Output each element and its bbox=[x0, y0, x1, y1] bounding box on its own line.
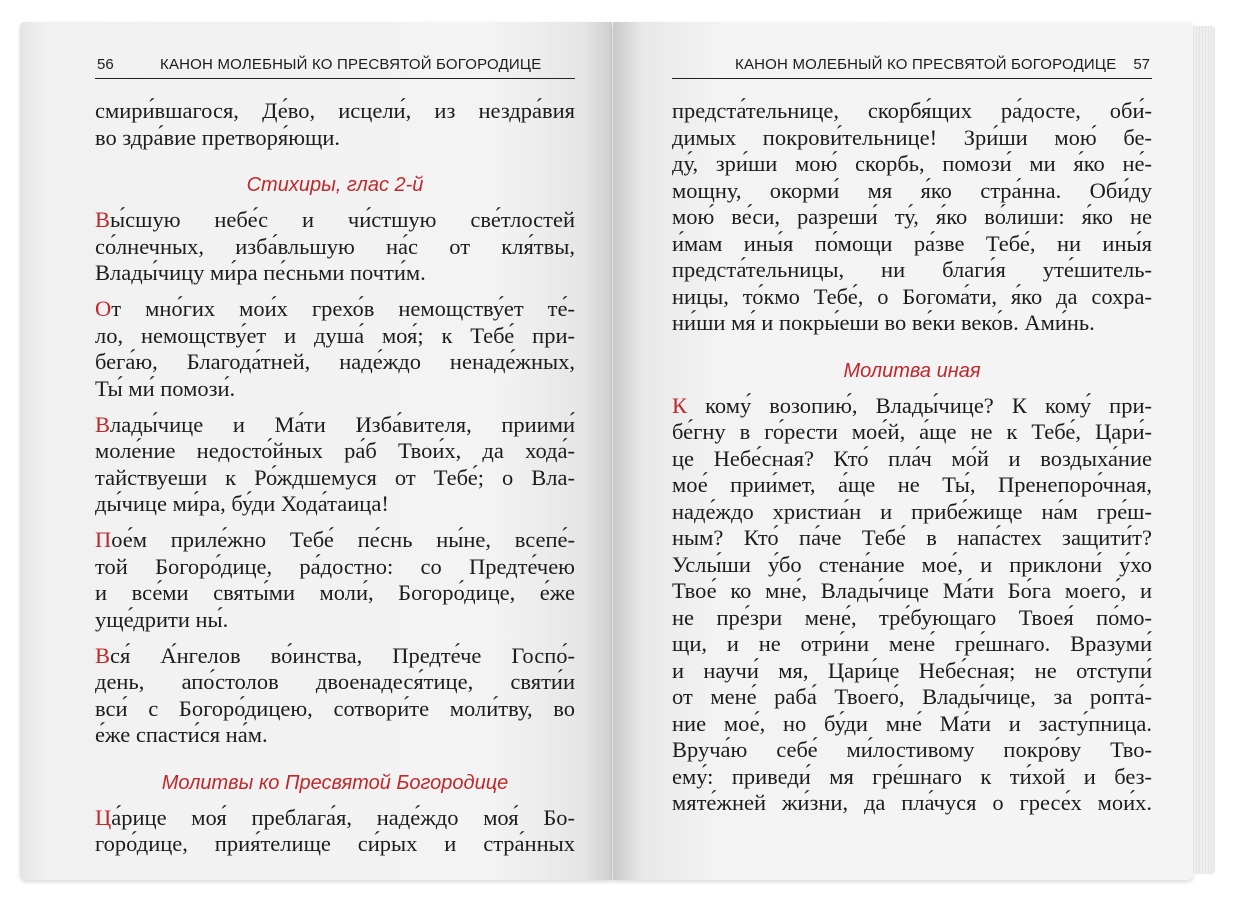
text-line bbox=[95, 805, 575, 832]
text-line bbox=[672, 151, 1152, 178]
line-text: ему́: приведи́ мя гре́шнаго к ти́хой и без- bbox=[672, 763, 1152, 789]
line-text: ое́м приле́жно Тебе́ пе́снь ны́не, всепе́- bbox=[111, 527, 575, 552]
line-text: день, апо́столов двоенадеся́тице, святи́и bbox=[95, 669, 575, 694]
text-line bbox=[95, 580, 575, 607]
text-line bbox=[672, 472, 1152, 499]
line-text: димых покрови́тельнице! Зри́ши мою́ бе- bbox=[672, 124, 1152, 150]
text-line bbox=[95, 234, 575, 261]
text-line bbox=[95, 125, 575, 152]
text-line bbox=[672, 178, 1152, 205]
text-line bbox=[95, 323, 575, 350]
page-text bbox=[95, 98, 575, 858]
line-text: Ты́ ми́ помози́. bbox=[95, 375, 236, 401]
section-heading: Молитва иная bbox=[843, 359, 981, 382]
section-heading: Молитвы ко Пресвятой Богородице bbox=[161, 771, 509, 794]
line-text: и все́ми святы́ми моли́, Богоро́дице, е́же bbox=[95, 580, 575, 605]
text-line bbox=[95, 554, 575, 581]
red-initial: В bbox=[95, 207, 111, 232]
text-line bbox=[95, 465, 575, 492]
line-text: не пре́зри мене́, тре́бующаго Твоея́ по́мо- bbox=[672, 604, 1152, 630]
red-initial: К bbox=[672, 392, 688, 418]
text-line bbox=[95, 438, 575, 465]
text-line bbox=[95, 491, 575, 518]
line-text: моле́ние недосто́йных ра́б Твои́х, да хода́- bbox=[95, 438, 575, 463]
red-initial: П bbox=[95, 527, 112, 552]
line-text: горо́дице, прия́телище си́рых и стра́нных bbox=[95, 831, 575, 856]
text-line bbox=[95, 607, 575, 634]
line-text: предста́тельницы, ни благи́я уте́шитель- bbox=[672, 257, 1152, 282]
text-line bbox=[95, 376, 575, 403]
text-line bbox=[672, 737, 1152, 764]
text-line bbox=[672, 684, 1152, 711]
line-text: це Небе́сная? Кто́ пла́ч мо́й и воздыха́ние bbox=[672, 445, 1152, 471]
text-line bbox=[95, 696, 575, 723]
running-header bbox=[95, 52, 575, 79]
text-line bbox=[672, 125, 1152, 152]
line-text: со́лнечных, изба́вльшую на́с от кля́твы, bbox=[95, 233, 575, 259]
text-line bbox=[672, 790, 1152, 817]
text-line bbox=[672, 257, 1152, 284]
line-text: тайствуеши к Ро́ждшемуся от Тебе́; о Вла- bbox=[95, 464, 575, 490]
line-text: и научи́ мя, Цари́це Небе́сная; не отступи́ bbox=[672, 657, 1152, 683]
text-line bbox=[672, 578, 1152, 605]
text-line bbox=[95, 349, 575, 376]
text-line bbox=[672, 525, 1152, 552]
text-line bbox=[95, 669, 575, 696]
line-text: и́мам ины́я по́мощи ра́зве Тебе́, ни ины́я bbox=[672, 230, 1152, 256]
page-number: 57 bbox=[1133, 56, 1150, 73]
text-line bbox=[95, 296, 575, 323]
page-edges bbox=[1193, 26, 1215, 874]
text-line bbox=[672, 204, 1152, 231]
line-text: мощну, окорми́ мя я́ко стра́нна. Оби́ду bbox=[672, 177, 1152, 203]
line-text: во здра́вие претворя́ющи. bbox=[95, 124, 341, 150]
line-text: а́рице моя́ преблага́я, наде́ждо моя́ Бо- bbox=[111, 804, 575, 830]
text-line bbox=[95, 412, 575, 439]
line-text: мое́ прии́мет, а́ще не Ты́, Пренепоро́чная, bbox=[672, 472, 1152, 497]
line-text: ло, немощству́ет и душа́ моя́; к Тебе́ при- bbox=[95, 322, 575, 348]
line-text: уще́дрити ны́. bbox=[95, 606, 229, 632]
line-text: от мене́ раба́ Твоего́, Влады́чице, за ропта́- bbox=[672, 684, 1152, 709]
text-line bbox=[672, 764, 1152, 791]
line-text: т мно́гих мои́х грехо́в немощству́ет те́- bbox=[111, 296, 575, 321]
line-text: бега́ю, Благода́тней, наде́ждо ненаде́жных, bbox=[95, 349, 575, 374]
text-line bbox=[672, 284, 1152, 311]
text-line bbox=[672, 98, 1152, 125]
text-line bbox=[95, 643, 575, 670]
red-initial: В bbox=[95, 642, 111, 668]
line-text: Услы́ши у́бо стена́ние мое́, и приклони́ у́хо bbox=[672, 551, 1152, 577]
line-text: бе́гну в го́рести мое́й, а́ще не к Тебе́, Цари́- bbox=[672, 419, 1152, 444]
red-initial: Ц bbox=[95, 804, 112, 830]
page-text bbox=[672, 98, 1152, 817]
text-line bbox=[95, 260, 575, 287]
text-line bbox=[672, 393, 1152, 420]
line-text: Твое́ ко мне́, Влады́чице Ма́ти Бо́га моего́, и bbox=[672, 578, 1152, 603]
line-text: смири́вшагося, Де́во, исцели́, из нездра́вия bbox=[95, 98, 575, 123]
line-text: мяте́жней жи́зни, да пла́чуся о гресе́х мои́х. bbox=[672, 790, 1152, 815]
line-text: щи, и не отри́ни мене́ гре́шнаго. Вразуми́ bbox=[672, 631, 1152, 656]
line-text: наде́ждо христиа́н и прибе́жище на́м гре́ш- bbox=[672, 498, 1152, 524]
line-text: ды́чице ми́ра, бу́ди Хода́таица! bbox=[95, 491, 389, 516]
line-text: Вруча́ю себе́ ми́лостивому покро́ву Тво- bbox=[672, 737, 1152, 762]
red-initial: О bbox=[95, 296, 112, 321]
text-line bbox=[672, 711, 1152, 738]
red-initial: В bbox=[95, 411, 111, 437]
page-number: 56 bbox=[97, 56, 114, 73]
line-text: ницы, то́кмо Тебе́, о Богома́ти, я́ко да сохра- bbox=[672, 283, 1152, 309]
text-line bbox=[672, 605, 1152, 632]
line-text: ние мое́, но бу́ди мне́ Ма́ти и засту́пница. bbox=[672, 710, 1152, 736]
text-line bbox=[95, 207, 575, 234]
right-page bbox=[613, 22, 1193, 880]
running-header bbox=[672, 52, 1152, 79]
line-text: Влады́чицу ми́ра пе́сньми почти́м. bbox=[95, 260, 426, 285]
line-text: е́же спасти́ся на́м. bbox=[95, 722, 268, 747]
text-line bbox=[672, 419, 1152, 446]
text-line bbox=[95, 98, 575, 125]
text-line bbox=[672, 446, 1152, 473]
text-line bbox=[672, 231, 1152, 258]
text-line bbox=[672, 499, 1152, 526]
text-line bbox=[672, 631, 1152, 658]
line-text: лады́чице и Ма́ти Изба́вителя, приими́ bbox=[110, 411, 575, 437]
running-title: КАНОН МОЛЕБНЫЙ КО ПРЕСВЯТОЙ БОГОРОДИЦЕ bbox=[735, 56, 1117, 73]
running-title: КАНОН МОЛЕБНЫЙ КО ПРЕСВЯТОЙ БОГОРОДИЦЕ bbox=[160, 56, 542, 73]
line-text: ы́сшую небе́с и чи́стшую све́тлостей bbox=[110, 207, 575, 232]
line-text: ни́ши мя́ и покры́еши во ве́ки веко́в. Ами́нь. bbox=[672, 310, 1095, 335]
line-text: ду́, зри́ши мою́ скорбь, помози́ ми я́ко не́- bbox=[672, 151, 1152, 176]
line-text: предста́тельнице, скорбя́щих ра́досте, оби́- bbox=[672, 98, 1152, 123]
section-heading: Стихиры, глас 2-й bbox=[246, 174, 424, 196]
line-text: вси́ с Богоро́дицею, сотвори́те моли́тву, во bbox=[95, 695, 575, 721]
text-line bbox=[95, 722, 575, 749]
text-line bbox=[672, 310, 1152, 337]
text-line bbox=[672, 552, 1152, 579]
text-line bbox=[95, 527, 575, 554]
line-text: той Богоро́дице, ра́достно: со Предте́чею bbox=[95, 553, 575, 579]
text-line bbox=[672, 658, 1152, 685]
line-text: ся́ А́нгелов во́инства, Предте́че Госпо́- bbox=[110, 642, 575, 668]
left-page bbox=[20, 22, 612, 880]
line-text: кому́ возопию́, Влады́чице? К кому́ при- bbox=[687, 392, 1152, 418]
text-line bbox=[95, 831, 575, 858]
line-text: мою́ ве́си, разреши́ ту́, я́ко во́лиши: я́ко не bbox=[672, 204, 1152, 229]
line-text: ным? Кто́ па́че Тебе́ в напа́стех защити́т? bbox=[672, 525, 1152, 550]
